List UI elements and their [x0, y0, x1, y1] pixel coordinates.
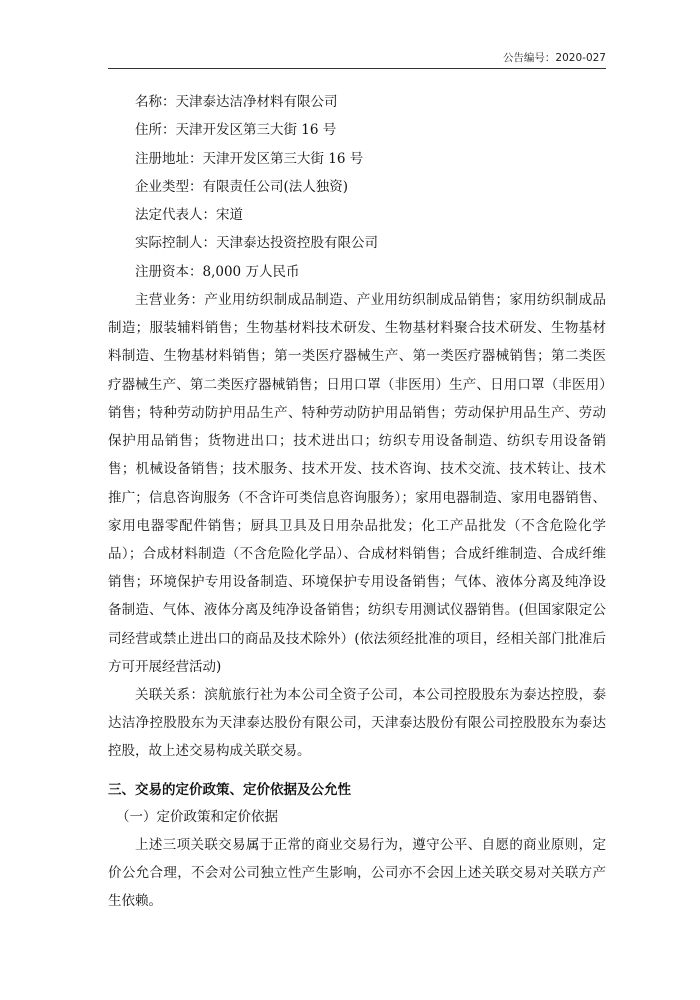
- pricing-paragraph: 上述三项关联交易属于正常的商业交易行为，遵守公平、自愿的商业原则，定价公允合理，不会对公司独立性产生影响，公司亦不会因上述关联交易对关联方产生依赖。: [108, 836, 606, 909]
- field-name: 名称：天津泰达洁净材料有限公司: [135, 94, 338, 110]
- announcement-number: 公告编号：2020-027: [502, 52, 606, 64]
- relationship-paragraph: 关联关系：滨航旅行社为本公司全资子公司，本公司控股股东为泰达控股，泰达洁净控股股东为天津泰达股份有限公司，天津泰达股份有限公司控股股东为泰达控股，故上述交易构成关联交易。: [108, 686, 606, 760]
- page-header: [108, 46, 606, 69]
- field-legal-representative: 法定代表人：宋道: [135, 207, 243, 224]
- document-body: [108, 88, 606, 915]
- field-registered-address: 注册地址：天津开发区第三大街 16 号: [135, 150, 364, 167]
- section-heading: 三、交易的定价政策、定价依据及公允性: [108, 781, 351, 798]
- business-scope-paragraph: 主营业务：产业用纺织制成品制造、产业用纺织制成品销售；家用纺织制成品制造；服装辅料销售；生物基材料技术研发、生物基材料聚合技术研发、生物基材料制造、生物基材料销售；第一类医疗器械生产、第一类医疗器械销售；第二类医疗器械生产、第二类医疗器械销售；日用口罩（非医用）生产、日用口罩（非医用）销售；特种劳动防护用品生产、特种劳动防护用品销售；劳动保护用品生产、劳动保护用品销售；货物进出口；技术进出口；纺织专用设备制造、纺织专用设备销售；机械设备销售；技术服务、技术开发、技术咨询、技术交流、技术转让、技术推广；信息咨询服务（不含许可类信息咨询服务）；家用电器制造、家用电器销售、家用电器零配件销售；厨具卫具及日用杂品批发；化工产品批发（不含危险化学品）；合成材料制造（不含危险化学品）、合成材料销售；合成纤维制造、合成纤维销售；环境保护专用设备制造、环境保护专用设备销售；气体、液体分离及纯净设备制造、气体、液体分离及纯净设备销售；纺织专用测试仪器销售。(但国家限定公司经营或禁止进出口的商品及技术除外）(依法须经批准的项目，经相关部门批准后方可开展经营活动): [108, 292, 606, 675]
- field-domicile: 住所：天津开发区第三大街 16 号: [135, 122, 337, 139]
- field-registered-capital: 注册资本：8,000 万人民币: [135, 263, 300, 280]
- company-info-fields: [108, 88, 606, 286]
- sub-heading: （一）定价政策和定价依据: [116, 808, 278, 825]
- field-actual-controller: 实际控制人：天津泰达投资控股有限公司: [135, 235, 378, 252]
- field-enterprise-type: 企业类型：有限责任公司(法人独资): [135, 178, 349, 195]
